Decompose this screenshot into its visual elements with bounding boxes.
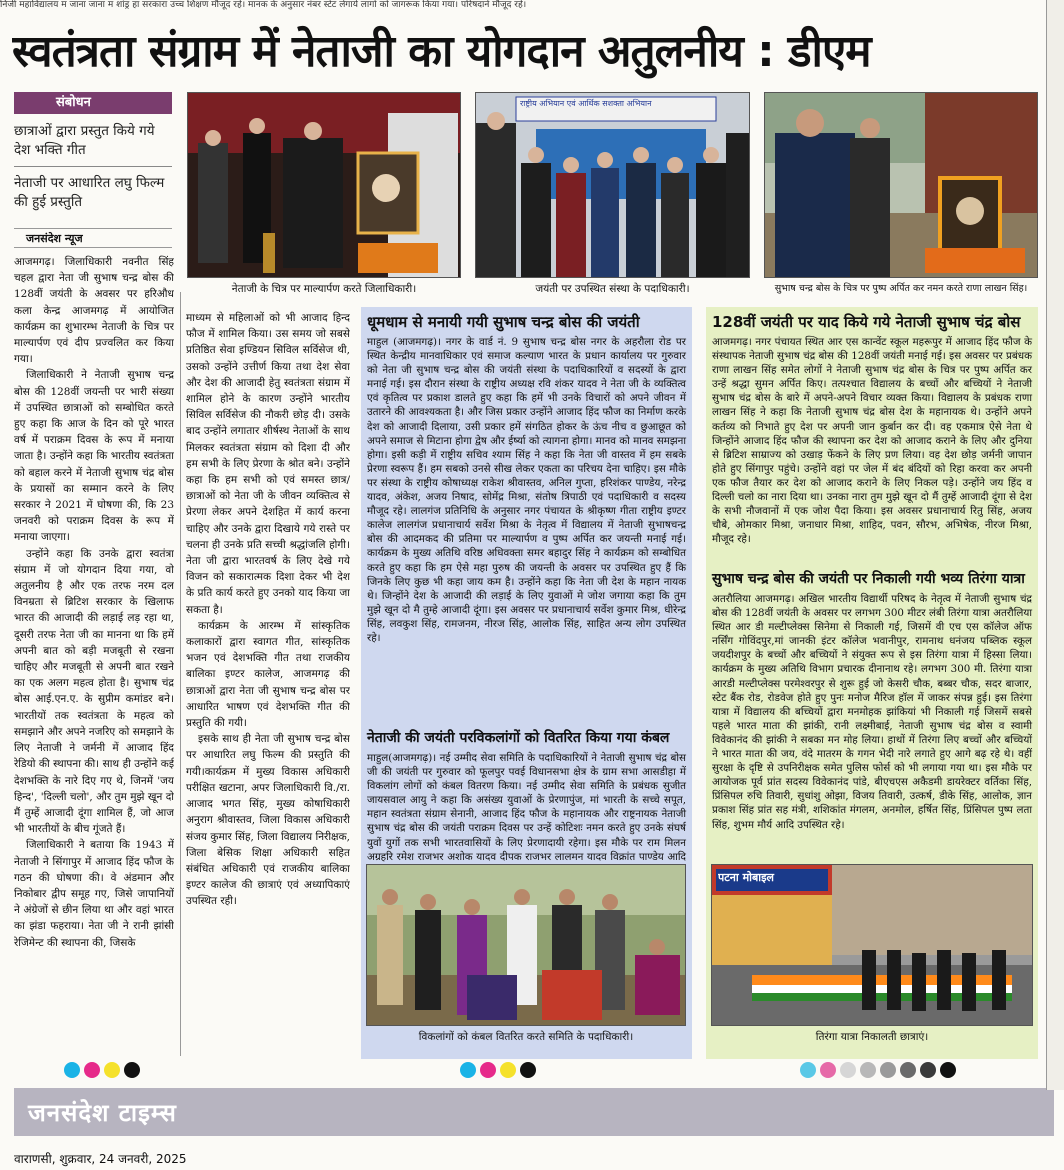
photo-blanket-distribution (366, 864, 686, 1026)
box-body-2: अतरौलिया आजमगढ़। अखिल भारतीय विद्यार्थी परिषद के नेतृत्व में नेताजी सुभाष चंद्र बोस की 128वीं जयंती के अवसर पर लगभग 300 मीटर लंबी तिरंगा यात्रा अतरौलिया स्थित आर डी मल्टीप्लेक्स सिनेमा से निकाली गई, जिसमें वी एच एस कॉलेज ऑफ नर्सिंग गोविंदपुर,मां जानकी इंटर कॉलेज भवानीपुर, रामनाथ धनंजय पब्लिक स्कूल जयदीशपुर के बच्चों और बच्चियों ने संयुक्त रूप से इस तिरंगा यात्रा में हिस्सा लिया। कार्यक्रम के मुख्य अतिथि विभाग प्रचारक दीनानाथ रहे। लगभग 300 मी. तिरंगा यात्रा आरडी मल्टीप्लेक्स परमेश्वरपुर से शुरू हुई जो केसरी चौक, बब्बर चौक, सदर बाजार, स्टेट बैंक रोड, रोडवेज होते हुए पुनः मनोज मैरिज हॉल में जाकर संपन्न हुई। इस तिरंगा यात्रा में विद्यालय की बच्चियों द्वारा मनमोहक झांकियां भी निकाली गई जिसमें सबसे पहले भारत माता की झांकी, रानी लक्ष्मीबाई, नेताजी सुभाष चंद्र बोस व स्वामी विवेकानंद की झांकी ने सबका मन मोह लिया। हाथों में तिरंगा लिए बच्चों और बच्चियों ने भारत माता की जय, वंदे मातरम के गगन भेदी नारे लगाते हुए आगे बढ़ रहे थे। वहीं सुरक्षा के दृष्टि से उपनिरीक्षक समेत पुलिस फोर्स को भी लगाया गया था। इस मौके पर आयोजक पूर्व प्रांत सदस्य विवेकानंद पांडे, बीएचएस अकैडमी डायरेक्टर वर्तिका सिंह, प्रिंसिपल रुचि तिवारी, सुधांशु ओझा, विजय तिवारी, उत्कर्ष, डीके सिंह, आलोक, ज्ञान प्रकाश सिंह प्रांत सह मंत्री, शशिकांत मंगलम, अनमोल, हर्षित सिंह, प्रिंसिपल पुष्प लता सिंह, शुभम मौर्य आदि उपस्थित रहे। (712, 593, 1032, 831)
box-body-2: माहुल(आजमगढ़)। नई उम्मीद सेवा समिति के पदाधिकारियों ने नेताजी सुभाष चंद्र बोस जी की जयंती पर गुरुवार को फूलपुर पवई विधानसभा क्षेत्र के ग्राम सभा आसडीहा में विकलांग लोगों को कंबल वितरण किया। नई उम्मीद सेवा समिति के प्रबंधक सुजीत जायसवाल आयु ने कहा कि असंख्य युवाओं के प्रेरणापुंज, मां भारती के सच्चे सपूत, महान स्वतंत्रता संग्राम सेनानी, आजाद हिंद फौज के महानायक और राष्ट्रनायक नेताजी सुभाष चंद्र बोस की जयंती पराक्रम दिवस पर उन्हें कोटिशः नमन करते हुए उनके संघर्ष युवों युगों तक सभी भारतवासियों के लिए प्रेरणादायी रहेगा। इस मौके पर राम मिलन अग्रहरि रमेश राजभर अशोक यादव दीपक राजभर लालमन यादव विक्रांत पाण्डेय आदि (367, 752, 686, 863)
box-body: आजमगढ़। नगर पंचायत स्थित आर एस कान्वेंट स्कूल महरूपुर में आजाद हिंद फौज के संस्थापक नेताजी सुभाष चंद्र बोस की 128वीं जयंती मनाई गई। इस अवसर पर प्रबंधक राणा लाखन सिंह समेत लोगों ने नेताजी सुभाष चंद्र बोस के चित्र पर पुष्प अर्पित कर उन्हें श्रद्धा सुमन अर्पित किए। तत्पश्चात विद्यालय के बच्चों और बच्चियों ने नेताजी सुभाष चंद्र बोस के बारे में अपने-अपने विचार व्यक्त किया। विद्यालय के प्रबंधक राणा लाखन सिंह ने कहा कि नेताजी सुभाष चंद्र बोस देश के महानायक थे। उन्होंने अपने कर्तव्य को निभाते हुए देश पर अपनी जान कुर्बान कर दी। वह एकमात्र ऐसे नेता थे जिन्होंने आजाद हिंद फौज की स्थापना कर देश को आजाद कराने के लिए और दुनिया से ब्रिटिश साम्राज्य को उखाड़ फेंकने के लिए प्रण लिया। वह देश छोड़ जर्मनी जापान होते हुए सिंगापुर पहुंचे। उन्होंने वहां पर जेल में बंद बंदियों को रिहा करवा कर अपनी एक फौज तैयार कर देश को आजाद कराने के लिए निकल पड़े। उन्होंने जय हिंद व दिल्ली चलो का नारा दिया था। उनका नारा तुम मुझे खून दो मैं तुम्हें आजादी दूंगा से देश के सभी नौजवानों में एक जोश पैदा किया। इस अवसर प्रधानाचार्य रितु सिंह, अजय चौबे, ओमकार मिश्रा, जनाधार मिश्रा, शाहिद, पवन, सौरभ, अभिषेक, नीरज मिश्रा, मौजूद रहे। (712, 336, 1032, 546)
article-column-1 (14, 254, 174, 1059)
page-headline: स्वतंत्रता संग्राम में नेताजी का योगदान अतुलनीय : डीएम (12, 26, 871, 77)
shop-sign-text: पटना मोबाइल (718, 871, 774, 884)
photo-illustration (765, 93, 1038, 278)
photo-dm-garlanding (187, 92, 461, 278)
box-headline: धूमधाम से मनायी गयी सुभाष चन्द्र बोस की जयंती (367, 313, 640, 331)
registration-marks-center (460, 1062, 600, 1080)
photo-illustration (188, 93, 461, 278)
cyan-dot-icon (64, 1062, 80, 1078)
column-divider (180, 292, 181, 1056)
photo-banner-text: राष्ट्रीय अभियान एवं आर्थिक सशक्ता अभियान (520, 99, 652, 108)
article-column-2 (186, 310, 350, 1059)
paragraph: माध्यम से महिलाओं को भी आजाद हिन्द फौज में शामिल किया। उस समय जो सबसे प्रतिष्ठित सेवा इण्डियन सिविल सर्विसेज थी, उसको उन्होंने उत्तीर्ण किया तथा देश सेवा और देश की आजादी हेतु स्वतंत्रता संग्राम में शामिल होने के कारण उन्होंने भारतीय सिविल सर्विसेज की नौकरी छोड़ दी। उसके बाद उन्होंने लगातार शीर्षस्थ नेताओं के साथ मिलकर स्वतंत्रता संग्राम को दिशा दी और हम सभी के लिए प्रेरणा के श्रोत बने। उन्होंने कहा कि हम सभी को एवं समस्त छात्र/छात्राओं को नेता जी के जीवन व्यक्तित्व से प्रेरणा लेकर अपने देशहित में कार्य करना चाहिए और उनके द्वारा दिखाये गये रास्ते पर चलना ही उनके प्रति सच्ची श्रद्धांजलि होगी। नेता जी द्वारा भारतवर्ष के लिए देखे गये विजन को सकारात्मक दिशा देकर भी देश के प्रति कार्य करते हुए उनको याद किया जा सकता है। (186, 312, 350, 616)
photo-caption: तिरंगा यात्रा निकालती छात्राएं। (815, 1031, 929, 1043)
photo-caption: नेताजी के चित्र पर माल्यार्पण करते जिलाधिकारी। (231, 283, 417, 295)
photo-illustration (712, 865, 1033, 1026)
adjacent-page-edge (1046, 0, 1064, 1090)
black-dot-icon (520, 1062, 536, 1078)
photo-caption: सुभाष चन्द्र बोस के चित्र पर पुष्प अर्पित कर नमन करते राणा लाखन सिंह। (774, 283, 1028, 294)
box-headline-2: नेताजी की जयंती परविकलांगों को वितरित किया गया कंबल (367, 730, 670, 746)
magenta-dot-icon (84, 1062, 100, 1078)
grey-dot-icon (840, 1062, 856, 1078)
grey-dot-icon (860, 1062, 876, 1078)
dark-dot-icon (920, 1062, 936, 1078)
paragraph: कार्यक्रम के आरम्भ में सांस्कृतिक कलाकारों द्वारा स्वागत गीत, सांस्कृतिक भजन एवं देशभक्ति गीत तथा राजकीय बालिका इण्टर कालेज, आजमगढ़ की छात्राओं द्वारा नेता जी सुभाष चन्द्र बोस पर आधारित भाषण एवं देशभक्ति गीत की प्रस्तुति की गयी। (186, 619, 350, 730)
footer-date: वाराणसी, शुक्रवार, 24 जनवरी, 2025 (14, 1152, 187, 1166)
divider (14, 166, 172, 167)
photo-tiranga-yatra (711, 864, 1033, 1026)
yellow-dot-icon (104, 1062, 120, 1078)
registration-marks-right (800, 1062, 1000, 1080)
box-body: माहुल (आजमगढ़)। नगर के वार्ड नं. 9 सुभाष चन्द्र बोस नगर के अहरौला रोड पर स्थित केन्द्रीय मानवाधिकार एवं समाज कल्याण भारत के प्रधान कार्यालय पर गुरुवार को नेता जी सुभाष चन्द्र बोस की जयंती संस्था के पदाधिकारियों व सदस्यों के द्वारा मनाई गई। इस दौरान संस्था के राष्ट्रीय अध्यक्ष रवि शंकर यादव ने नेता जी के व्यक्तित्व एवं कृतित्व पर प्रकाश डालते हुए कहा कि हमें भी उनके विचारों को अपने जीवन में उतारने की आवश्यकता है। और जिस प्रकार उन्होंने आजाद हिंद फौज का निर्माण करके देश को आजादी दिलाया, उसी प्रकार हमें संगठित होकर के ऊंच नीच व छुआछूत को अपने समाज से मिटाना होगा द्वेष और ईर्ष्या को त्यागना होगा। मानव को मानव समझना होगा। इसी कड़ी में राष्ट्रीय सचिव श्याम सिंह ने कहा कि नेता जी वास्तव में हम सबके प्रेरणा स्वरूप हैं। हम सबको उनसे सीख लेकर एकता का परिचय देना चाहिए। इस मौके पर संस्था के राष्ट्रीय कोषाध्यक्ष राकेश श्रीवास्तव, अनिल गुप्ता, हरिशंकर पाण्डेय, नरेन्द्र यादव, अंकेश, अजय निषाद, सोमेंद्र मिश्रा, संतोष त्रिपाठी एवं पदाधिकारी व सदस्य मौजूद रहे। लालगंज प्रतिनिधि के अनुसार नगर पंचायत के श्रीकृष्ण गीता राष्ट्रीय इण्टर कालेज लालगंज प्रधानाचार्य सर्वेश मिश्रा के नेतृत्व में विद्यालय में नेताजी सुभाषचन्द्र बोस की आदमकद की प्रतिमा पर माल्यार्पण व पुष्प अर्पित कर जयन्ती मनाई गई। कार्यक्रम के मुख्य अतिथि वरिष्ठ अधिवक्ता समर बहादुर सिंह ने कार्यक्रम को सम्बोधित करते हुए कहा कि हम ऐसे महा पुरुष की जयन्ती के अवसर पर उपस्थित हुए हैं कि जिनके लिए कुछ भी कहा जाय कम है। उन्होंने कहा कि नेता जी देश के महान नायक थे। जिन्होंने देश के आजादी की लड़ाई के लिए युवाओं मे जोश जगाया कहा कि तुम मुझे खून दो मै तुम्हे आजादी दूंगा। इस अवसर पर प्रधानाचार्य सर्वेश कुमार मिश्र, धीरेन्द्र सिंह, लवकुश सिंह, रामजनम, नीरज सिंह, आलोक सिंह, साहित अन्य लोग उपस्थित रहे। (367, 336, 686, 644)
photo-caption: विकलांगों को कंबल वितरित करते समिति के पदाधिकारी। (418, 1031, 634, 1043)
light-cyan-dot-icon (800, 1062, 816, 1078)
paragraph: आजमगढ़। जिलाधिकारी नवनीत सिंह चहल द्वारा नेता जी सुभाष चन्द्र बोस की 128वीं जयंती के अवसर पर हरिऔध कला केन्द्र आजमगढ़ में आयोजित कार्यक्रम का शुभारम्भ नेताजी के चित्र पर माल्यार्पण एवं दीप प्रज्वलित कर किया गया। (14, 256, 174, 366)
box-headline: 128वीं जयंती पर याद किये गये नेताजी सुभाष चंद्र बोस (712, 313, 1021, 331)
magenta-dot-icon (480, 1062, 496, 1078)
registration-marks-left (64, 1062, 154, 1080)
photo-caption: जयंती पर उपस्थित संस्था के पदाधिकारी। (535, 283, 690, 295)
subheading-2: नेताजी पर आधारित लघु फिल्म की हुई प्रस्तुति (14, 175, 165, 210)
section-tag: संबोधन (14, 92, 172, 114)
paragraph: जिलाधिकारी ने नेताजी सुभाष चन्द्र बोस की 128वीं जयन्ती पर भारी संख्या में उपस्थित छात्राओं को सम्बोधित करते हुए कहा कि आज के दिन को पूरे भारत वर्ष में पराक्रम दिवस के रूप में मनाया जाता है। उन्होंने कहा कि भारतीय स्वतंत्रता को बहाल करने में नेताजी सुभाष चंद्र बोस के प्रयासों का सम्मान करने के लिए सरकार ने 2021 में घोषणा की, कि 23 जनवरी को पराक्रम दिवस के रूप में मनाया जाएगा। (14, 369, 174, 544)
black-dot-icon (124, 1062, 140, 1078)
cyan-dot-icon (460, 1062, 476, 1078)
yellow-dot-icon (500, 1062, 516, 1078)
paragraph: जिलाधिकारी ने बताया कि 1943 में नेताजी ने सिंगापुर में आजाद हिंद फौज के गठन की घोषणा की। वे अंडमान और निकोबार द्वीप समूह गए, जिसे जापानियों ने अंग्रेजों से छीन लिया था और वहां भारत का झंडा फहराया। नेता जी ने रानी झांसी रेजिमेन्ट की स्थापना की, जिसके (14, 839, 174, 949)
black-dot-icon (940, 1062, 956, 1078)
top-strip-text: निजी महाविद्यालय म जाना जाना म शांड्र हा सरकारा उच्च शिक्षण मौजूद रहे। मानक के अनुसार नंबर स्टेट लेगाये लागो को जागरूक किया गया। परिषदाने मौजूद रहे। (0, 0, 527, 10)
newspaper-logo: जनसंदेश टाइम्स (28, 1099, 177, 1127)
paragraph: इसके साथ ही नेता जी सुभाष चन्द्र बोस पर आधारित लघु फिल्म की प्रस्तुति की गयी।कार्यक्रम में मुख्य विकास अधिकारी परीक्षित खटाना, अपर जिलाधिकारी वि./रा. आजाद भगत सिंह, मुख्य कोषाधिकारी अनुराग श्रीवास्तव, जिला विकास अधिकारी संजय कुमार सिंह, जिला विद्यालय निरीक्षक, जिला बेसिक शिक्षा अधिकारी सहित संबंधित अधिकारी एवं राजकीय बालिका इण्टर कालेज की छात्राएं एवं अध्यापिकाएं उपस्थित रही। (186, 733, 350, 908)
paragraph: उन्होंने कहा कि उनके द्वारा स्वतंत्रा संग्राम में जो योगदान दिया गया, वो अतुलनीय है और एक तरफ नरम दल विनम्रता से ब्रिटिश सरकार के खिलाफ भारत की आजादी की लड़ाई लड़ रहा था, दूसरी तरफ नेता जी का मानना था कि हमें अपनी बात को बड़ी मजबूती से रखना चाहिए और मजबूती से अपनी बात रखने का एक अलग महत्व होता है। सुभाष चंद्र बोस आई.एन.ए. के सुप्रीम कमांडर बने। भारतीयों तक स्वतंत्रता के महत्व को समझाने और अपने नजरिए को समझाने के लिए नेताजी ने जर्मनी में आजाद हिंद रेडियो की स्थापना की। साथ ही उन्होंने कई देशभक्ति के नारे दिए गए थे, जिनमें 'जय हिन्द', 'दिल्ली चलो', और तुम मुझे खून दो मैं तुम्हें आजादी दूंगा शामिल हैं, जो आज भी भारतीयों के बीच गूंजते हैं। (14, 547, 174, 836)
subheading-1: छात्राओं द्वारा प्रस्तुत किये गये देश भक्ति गीत (14, 123, 155, 158)
box-headline-2: सुभाष चन्द्र बोस की जयंती पर निकाली गयी भव्य तिरंगा यात्रा (712, 571, 1025, 587)
grey-dot-icon (880, 1062, 896, 1078)
light-magenta-dot-icon (820, 1062, 836, 1078)
byline: जनसंदेश न्यूज (14, 228, 172, 248)
photo-floral-tribute (764, 92, 1038, 278)
photo-institution-officials (475, 92, 750, 278)
photo-illustration (476, 93, 750, 278)
photo-illustration (367, 865, 686, 1026)
grey-dot-icon (900, 1062, 916, 1078)
